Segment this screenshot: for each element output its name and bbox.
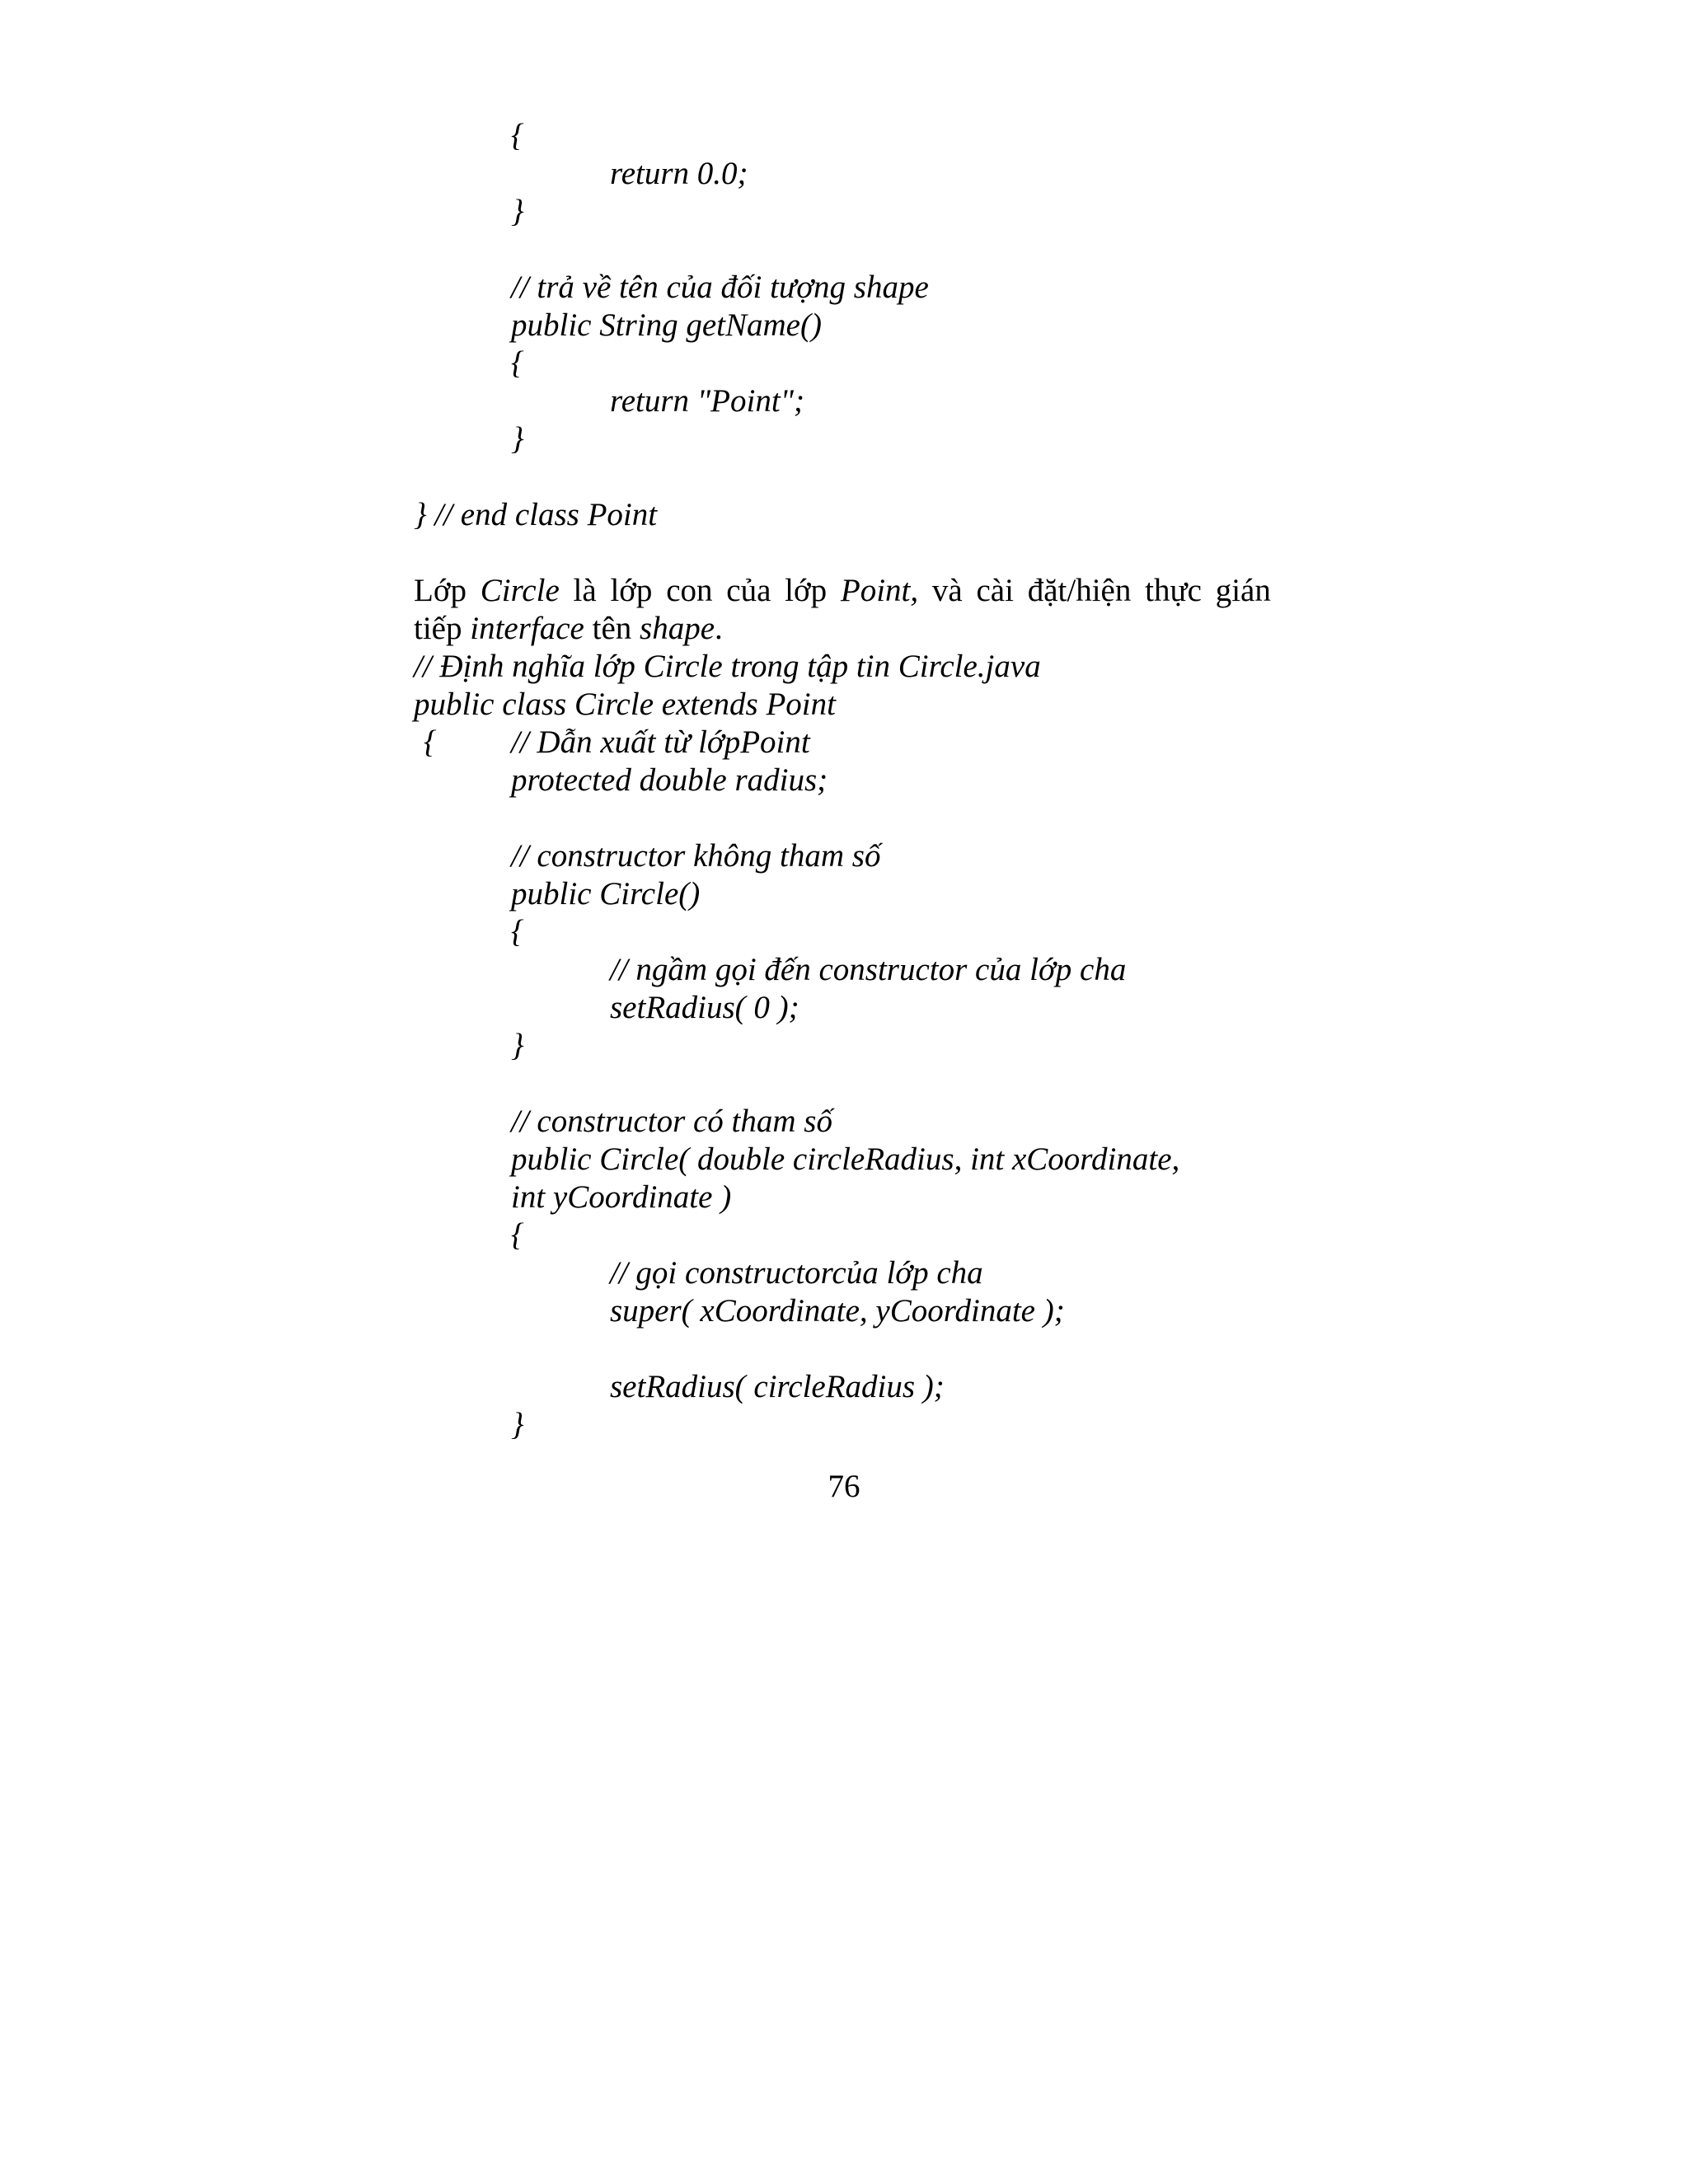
paragraph-word: gián — [1215, 573, 1271, 608]
code-line: int yCoordinate ) — [511, 1179, 732, 1215]
page-number: 76 — [828, 1469, 860, 1504]
paragraph-text: tên — [584, 611, 640, 646]
paragraph-word: của — [726, 573, 771, 608]
code-comment: // Định nghĩa lớp Circle trong tập tin Circle.java — [414, 649, 1041, 684]
paragraph-word: đặt/hiện — [1027, 573, 1132, 608]
paragraph-line-2 — [414, 610, 723, 648]
code-line: public Circle( double circleRadius, int xCoordinate, — [511, 1141, 1180, 1177]
code-line: public class Circle extends Point — [414, 687, 836, 722]
paragraph-word: lớp — [610, 573, 653, 608]
code-line: } — [511, 421, 524, 457]
code-line: super( xCoordinate, yCoordinate ); — [610, 1293, 1065, 1329]
code-line: { — [511, 1217, 524, 1253]
code-comment: // Dẫn xuất từ lớpPoint — [511, 724, 810, 760]
paragraph-word: và — [931, 573, 963, 608]
paragraph-text: . — [715, 611, 723, 646]
code-line: } — [511, 194, 524, 229]
paragraph-word: con — [666, 573, 713, 608]
code-comment: // trả về tên của đối tượng shape — [511, 269, 929, 305]
code-comment: // ngầm gọi đến constructor của lớp cha — [610, 952, 1127, 987]
paragraph-word: lớp — [785, 573, 828, 608]
paragraph-word: Lớp — [414, 573, 467, 608]
paragraph-word: là — [573, 573, 597, 608]
paragraph-text: shape — [640, 611, 715, 646]
paragraph-text: interface — [470, 611, 584, 646]
code-line: } — [511, 1407, 524, 1442]
code-comment: // gọi constructorcủa lớp cha — [610, 1255, 983, 1291]
code-line: { — [511, 914, 524, 949]
code-line: { — [511, 345, 524, 381]
paragraph-word: cài — [976, 573, 1014, 608]
code-line: } // end class Point — [414, 497, 658, 532]
code-line: setRadius( 0 ); — [610, 990, 799, 1025]
code-line: } — [511, 1028, 524, 1063]
paragraph-line-1 — [414, 572, 1271, 610]
code-line: { — [511, 118, 524, 153]
code-line: public String getName() — [511, 307, 822, 343]
paragraph-word: thực — [1145, 573, 1202, 608]
code-comment: // constructor không tham số — [511, 838, 881, 874]
paragraph-word: Point, — [840, 573, 919, 608]
code-line: public Circle() — [511, 876, 701, 912]
code-line: protected double radius; — [511, 762, 828, 798]
code-line: return 0.0; — [610, 156, 748, 191]
paragraph-text: tiếp — [414, 611, 471, 646]
code-line: setRadius( circleRadius ); — [610, 1369, 945, 1404]
code-comment: // constructor có tham số — [511, 1104, 832, 1139]
paragraph-word: Circle — [480, 573, 560, 608]
code-line: { — [424, 724, 437, 760]
code-line: return "Point"; — [610, 383, 805, 419]
